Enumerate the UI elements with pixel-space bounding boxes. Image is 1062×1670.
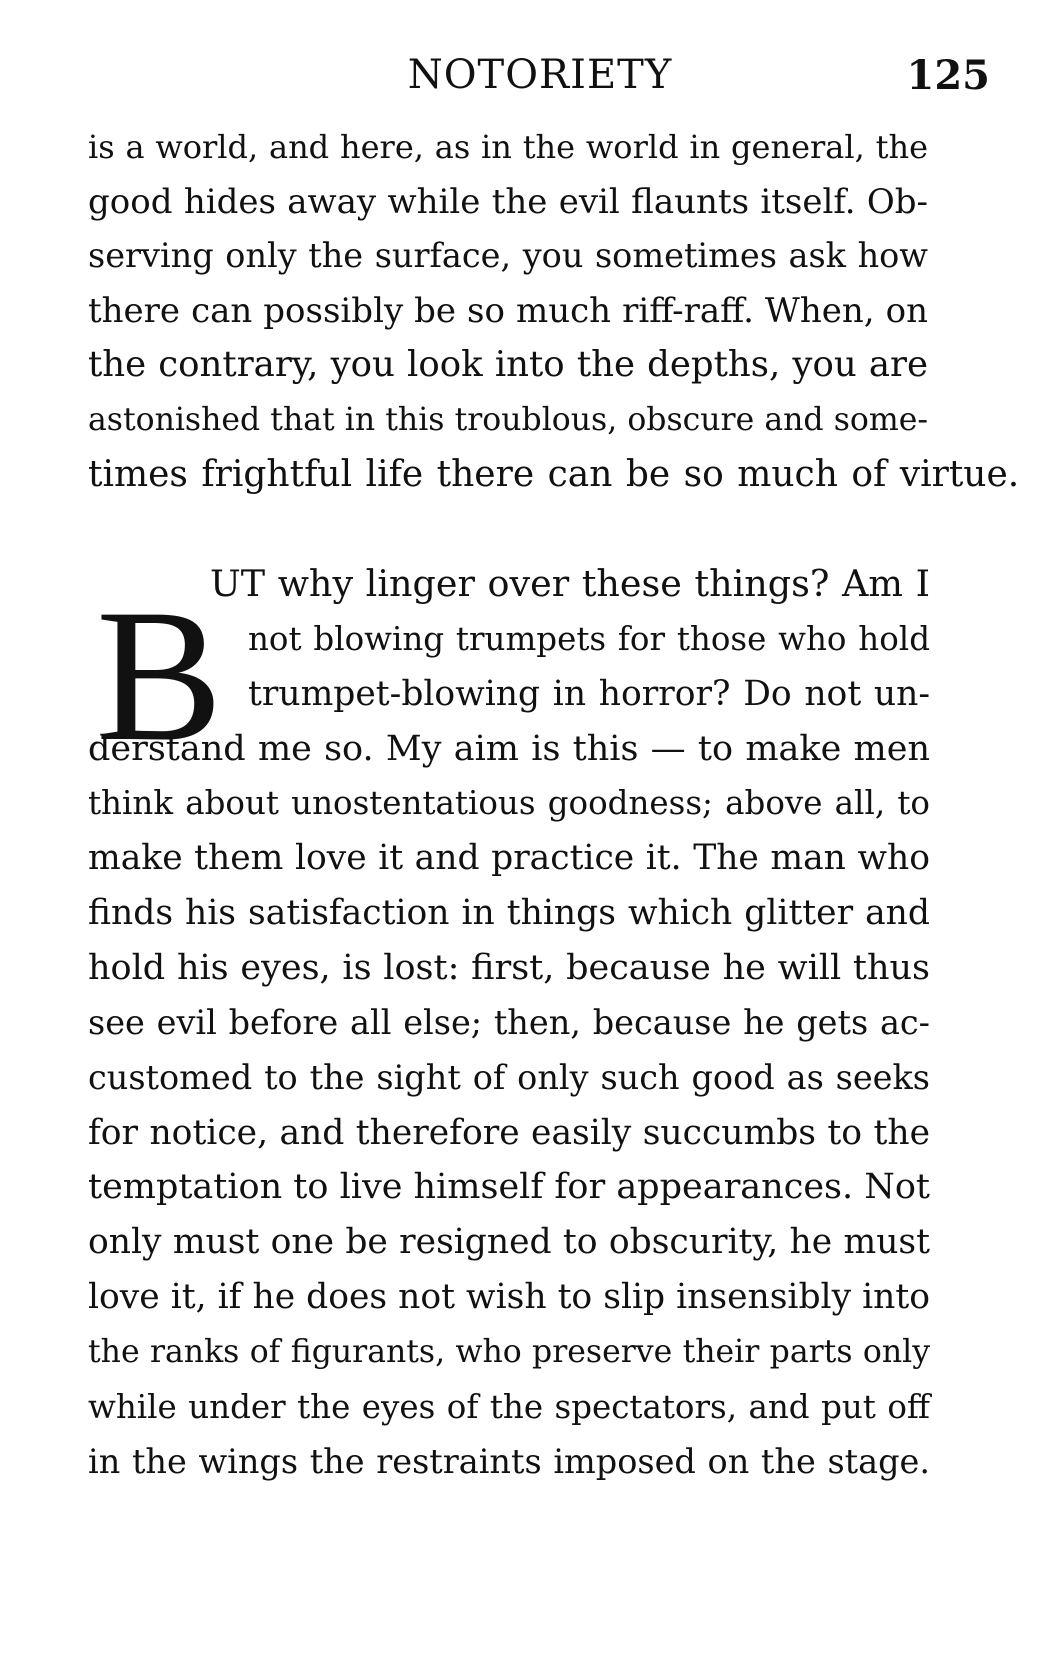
paragraph2-line: in the wings the restraints imposed on the stage. <box>88 1442 930 1481</box>
running-title: NOTORIETY <box>407 52 673 98</box>
paragraph2-line: see evil before all else; then, because he gets ac- <box>88 1003 930 1042</box>
paragraph2-line: for notice, and therefore easily succumbs to the <box>88 1113 930 1153</box>
paragraph2-line: while under the eyes of the spectators, and put off <box>88 1388 930 1426</box>
paragraph1-line: the contrary, you look into the depths, you are <box>88 344 928 385</box>
paragraph2-line: temptation to live himself for appearances. Not <box>88 1167 930 1207</box>
paragraph2-line: UT why linger over these things? Am I <box>210 562 930 605</box>
paragraph1-line: times frightful life there can be so much of virtue. <box>88 454 1020 495</box>
drop-cap: B <box>96 571 223 781</box>
page-number: 125 <box>906 52 990 99</box>
paragraph2-line: only must one be resigned to obscurity, he must <box>88 1222 930 1262</box>
paragraph2-line: trumpet-blowing in horror? Do not un- <box>248 674 930 714</box>
paragraph2-line: make them love it and practice it. The man who <box>88 838 930 878</box>
paragraph2-line: love it, if he does not wish to slip insensibly into <box>88 1277 930 1317</box>
paragraph2-line: the ranks of figurants, who preserve their parts only <box>88 1334 930 1370</box>
paragraph1-line: is a world, and here, as in the world in general, the <box>88 128 928 166</box>
paragraph2-line: think about unostentatious goodness; above all, to <box>88 784 930 822</box>
paragraph2-line: customed to the sight of only such good as seeks <box>88 1058 930 1097</box>
paragraph1-line: there can possibly be so much riff-raff. When, on <box>88 291 928 331</box>
paragraph1-line: astonished that in this troublous, obscure and some- <box>88 402 928 438</box>
paragraph2-line: not blowing trumpets for those who hold <box>248 620 930 658</box>
paragraph2-line: finds his satisfaction in things which glitter and <box>88 893 930 933</box>
paragraph2-line: derstand me so. My aim is this — to make men <box>88 729 930 769</box>
page-header <box>90 52 990 102</box>
paragraph1-line: good hides away while the evil flaunts itself. Ob- <box>88 182 928 222</box>
paragraph1-line: serving only the surface, you sometimes ask how <box>88 236 928 275</box>
paragraph2-line: hold his eyes, is lost: first, because he will thus <box>88 948 930 988</box>
